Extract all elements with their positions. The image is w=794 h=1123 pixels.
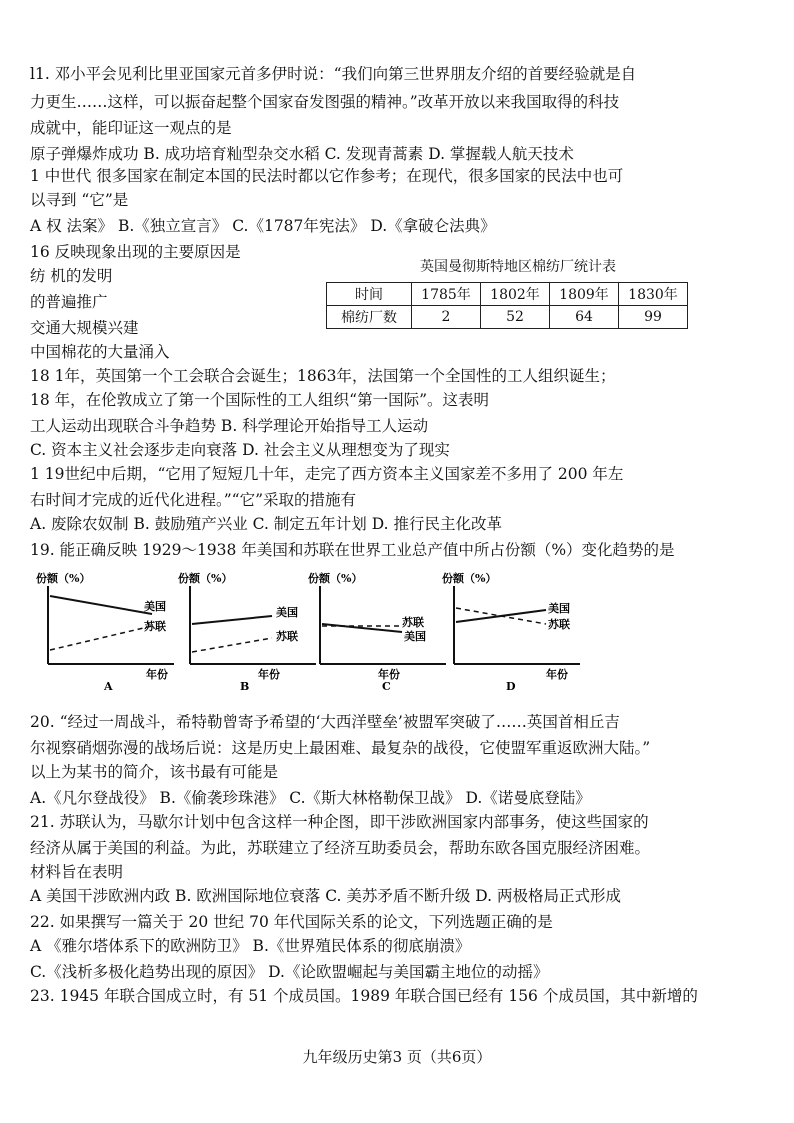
q23-line-1: 23. 1945 年联合国成立时，有 51 个成员国。1989 年联合国已经有 156 个成员国，其中新增的 — [30, 987, 698, 1005]
chart-b — [176, 572, 326, 692]
q21-options: A 美国干涉欧洲内政 B. 欧洲国际地位衰落 C. 美苏矛盾不断升级 D. 两极格局正式形成 — [30, 887, 622, 905]
chart-d — [440, 572, 590, 692]
q21-line-3: 材料旨在表明 — [30, 863, 124, 881]
chart-ylabel: 份额（%） — [36, 572, 91, 585]
table-cell: 1802年 — [481, 283, 550, 306]
series-label: 苏联 — [548, 618, 570, 631]
chart-ylabel: 份额（%） — [178, 572, 233, 585]
q19-line-1: 1 19世纪中后期，“它用了短短几十年，走完了西方资本主义国家差不多用了 200 年左 — [30, 465, 624, 483]
q18-line-2: 18 年，在伦敦成立了第一个国际性的工人组织“第一国际”。这表明 — [30, 391, 490, 409]
q17-option-a: 纺 机的发明 — [30, 267, 113, 285]
q17-option-c: 交通大规模兴建 — [30, 319, 139, 337]
q21-line-2: 经济从属于美国的利益。为此，苏联建立了经济互助委员会，帮助东欧各国克服经济困难。 — [30, 839, 651, 857]
q22-options-ab: A 《雅尔塔体系下的欧洲防卫》 B.《世界殖民体系的彻底崩溃》 — [30, 937, 471, 955]
chart-ylabel: 份额（%） — [442, 572, 497, 585]
series-label: 苏联 — [276, 630, 298, 643]
series-label: 美国 — [548, 602, 570, 615]
table-header-row — [327, 283, 688, 306]
q20-options: A.《凡尔登战役》 B.《偷袭珍珠港》 C.《斯大林格勒保卫战》 D.《诺曼底登陆》 — [30, 789, 591, 807]
q17-option-b: 的普遍推广 — [30, 293, 108, 311]
q20-line-3: 以上为某书的简介，该书最有可能是 — [30, 763, 279, 781]
series-su-line — [456, 608, 546, 624]
cotton-mill-table — [326, 282, 688, 329]
q20-line-2: 尔视察硝烟弥漫的战场后说：这是历史上最困难、最复杂的战役，它使盟军重返欧洲大陆。” — [30, 739, 651, 757]
chart-label: A — [104, 680, 113, 692]
q16-line-1: 1 中世代 很多国家在制定本国的民法时都以它作参考；在现代，很多国家的民法中也可 — [30, 167, 624, 185]
q15-line-1: l1. 邓小平会见利比里亚国家元首多伊时说：“我们向第三世界朋友介绍的首要经验就是自 — [30, 65, 637, 83]
series-us-line — [50, 596, 152, 614]
chart-label: B — [240, 680, 250, 692]
chart-c — [306, 572, 456, 692]
table-cell: 1809年 — [550, 283, 619, 306]
q21-line-1: 21. 苏联认为，马歇尔计划中包含这样一种企图，即干涉欧洲国家内部事务，使这些国家的 — [30, 813, 649, 831]
q18-options-ab: 工人运动出现联合斗争趋势 B. 科学理论开始指导工人运动 — [30, 417, 429, 435]
q17-option-d: 中国棉花的大量涌入 — [30, 343, 170, 361]
chart-xlabel: 年份 — [146, 668, 168, 681]
table-cell: 99 — [619, 306, 688, 329]
series-label: 苏联 — [402, 616, 424, 629]
table-row — [327, 306, 688, 329]
series-su-line — [50, 626, 152, 650]
series-us-line — [322, 624, 402, 632]
q16-line-2: 以寻到 “它”是 — [30, 191, 129, 209]
series-us-line — [192, 616, 272, 624]
q18-options-cd: C. 资本主义社会逐步走向衰落 D. 社会主义从理想变为了现实 — [30, 441, 450, 459]
chart-a — [34, 572, 184, 692]
chart-xlabel: 年份 — [258, 668, 280, 681]
q19b-stem: 19. 能正确反映 1929～1938 年美国和苏联在世界工业总产值中所占份额（%）变化趋势的是 — [30, 541, 675, 559]
chart-ylabel: 份额（%） — [308, 572, 363, 585]
series-label: 美国 — [276, 606, 298, 619]
q16-options: A 权 法案》 B.《独立宣言》 C.《1787年宪法》 D.《拿破仑法典》 — [30, 217, 496, 235]
series-label: 美国 — [404, 630, 426, 643]
q15-line-3: 成就中，能印证这一观点的是 — [30, 119, 232, 137]
series-su-line — [192, 638, 272, 652]
q18-line-1: 18 1年，英国第一个工会联合会诞生；1863年，法国第一个全国性的工人组织诞生； — [30, 367, 616, 385]
chart-label: D — [506, 680, 516, 692]
q22-stem: 22. 如果撰写一篇关于 20 世纪 70 年代国际关系的论文，下列选题正确的是 — [30, 913, 553, 931]
table-cell: 棉纺厂数 — [327, 306, 412, 329]
series-label: 苏联 — [144, 620, 166, 633]
q19-line-2: 右时间才完成的近代化进程。”“它”采取的措施有 — [30, 491, 357, 509]
table-title: 英国曼彻斯特地区棉纺厂统计表 — [420, 259, 616, 275]
table-cell: 时间 — [327, 283, 412, 306]
table-cell: 1785年 — [412, 283, 481, 306]
series-label: 美国 — [144, 600, 166, 613]
q15-options: 原子弹爆炸成功 B. 成功培育籼型杂交水稻 C. 发现青蒿素 D. 掌握载人航天技术 — [30, 145, 574, 163]
table-cell: 64 — [550, 306, 619, 329]
table-cell: 2 — [412, 306, 481, 329]
table-cell: 52 — [481, 306, 550, 329]
chart-xlabel: 年份 — [546, 668, 568, 681]
chart-label: C — [382, 680, 391, 692]
chart-xlabel: 年份 — [378, 668, 400, 681]
q22-options-cd: C.《浅析多极化趋势出现的原因》 D.《论欧盟崛起与美国霸主地位的动摇》 — [30, 963, 549, 981]
page-footer: 九年级历史第3 页（共6页） — [302, 1048, 492, 1066]
q19-options: A. 废除农奴制 B. 鼓励殖产兴业 C. 制定五年计划 D. 推行民主化改革 — [30, 515, 502, 533]
table-cell: 1830年 — [619, 283, 688, 306]
q15-line-2: 力更生……这样，可以振奋起整个国家奋发图强的精神。”改革开放以来我国取得的科技 — [30, 93, 620, 111]
q17-stem: 16 反映现象出现的主要原因是 — [30, 243, 241, 261]
q20-line-1: 20. “经过一周战斗，希特勒曾寄予希望的‘大西洋壁垒’被盟军突破了……英国首相丘吉 — [30, 713, 620, 731]
